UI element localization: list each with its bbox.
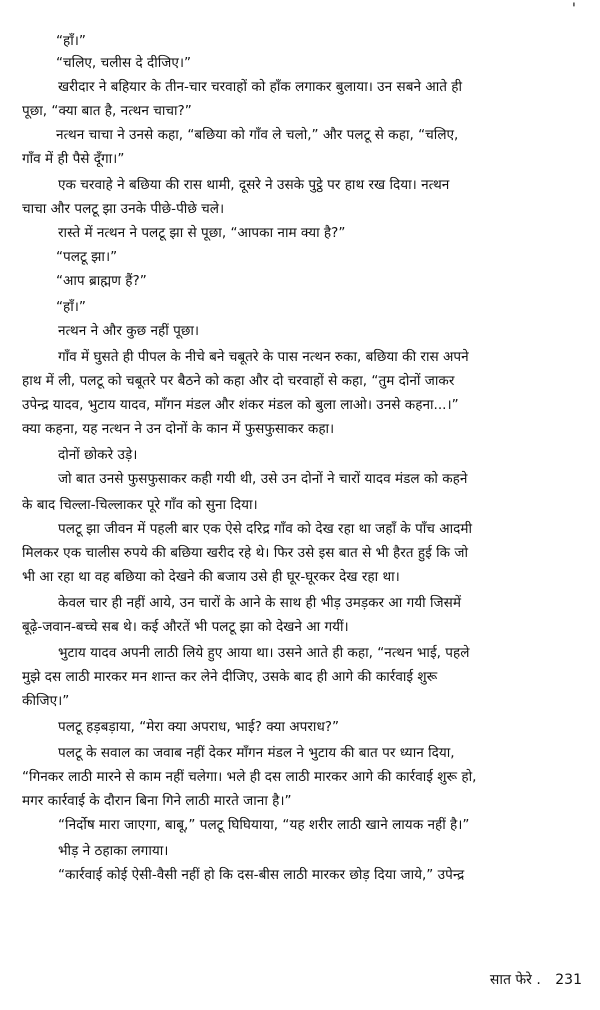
text-line-34: भीड़ ने ठहाका लगाया। [58, 843, 169, 859]
text-line-15: हाथ में ली, पलटू को चबूतरे पर बैठने को कहा और दो चरवाहों से कहा, “तुम दोनों जाकर [22, 373, 455, 389]
text-line-25: बूढ़े-जवान-बच्चे सब थे। कई औरतें भी पलटू झा को देखने आ गयीं। [22, 619, 349, 635]
page-footer [490, 970, 582, 990]
text-line-20: के बाद चिल्ला-चिल्लाकर पूरे गाँव को सुना दिया। [22, 497, 258, 513]
text-line-9: रास्ते में नत्थन ने पलटू झा से पूछा, “आपका नाम क्या है?” [58, 225, 346, 241]
book-title: सात फेरे [489, 972, 532, 988]
footer-separator: . [536, 972, 541, 988]
text-line-7: एक चरवाहे ने बछिया की रास थामी, दूसरे ने उसके पुट्ठे पर हाथ रख दिया। नत्थन [58, 177, 450, 193]
text-line-4: पूछा, “क्या बात है, नत्थन चाचा?” [22, 103, 192, 119]
text-line-10: “पलटू झा।” [56, 249, 118, 265]
text-line-14: गाँव में घुसते ही पीपल के नीचे बने चबूतरे के पास नत्थन रुका, बछिया की रास अपने [58, 349, 469, 365]
text-line-8: चाचा और पलटू झा उनके पीछे-पीछे चले। [22, 201, 225, 217]
page-number: 231 [555, 972, 582, 988]
text-line-33: “निर्दोष मारा जाएगा, बाबू,” पलटू घिघियाया, “यह शरीर लाठी खाने लायक नहीं है।” [58, 817, 470, 833]
text-line-27: मुझे दस लाठी मारकर मन शान्त कर लेने दीजिए, उसके बाद ही आगे की कार्रवाई शुरू [22, 669, 438, 685]
text-line-31: “गिनकर लाठी मारने से काम नहीं चलेगा। भले ही दस लाठी मारकर आगे की कार्रवाई शुरू हो, [22, 769, 477, 785]
text-line-21: पलटू झा जीवन में पहली बार एक ऐसे दरिद्र गाँव को देख रहा था जहाँ के पाँच आदमी [58, 521, 473, 537]
text-line-2: “चलिए, चलीस दे दीजिए।” [56, 55, 192, 71]
text-line-19: जो बात उनसे फुसफुसाकर कही गयी थी, उसे उन दोनों ने चारों यादव मंडल को कहने [58, 471, 468, 487]
text-line-11: “आप ब्राह्मण हैं?” [56, 273, 147, 289]
text-line-29: पलटू हड़बड़ाया, “मेरा क्या अपराध, भाई? क्या अपराध?” [58, 719, 340, 735]
text-line-12: “हाँ।” [56, 299, 86, 315]
corner-mark: ' [572, 1, 576, 17]
text-line-5: नत्थन चाचा ने उनसे कहा, “बछिया को गाँव ले चलो,” और पलटू से कहा, “चलिए, [56, 127, 459, 143]
text-line-6: गाँव में ही पैसे दूँगा।” [22, 151, 125, 167]
text-line-32: मगर कार्रवाई के दौरान बिना गिने लाठी मारते जाना है।” [22, 793, 292, 809]
text-line-24: केवल चार ही नहीं आये, उन चारों के आने के साथ ही भीड़ उमड़कर आ गयी जिसमें [58, 595, 461, 611]
text-line-35: “कार्रवाई कोई ऐसी-वैसी नहीं हो कि दस-बीस लाठी मारकर छोड़ दिया जाये,” उपेन्द्र [58, 867, 465, 883]
text-line-23: भी आ रहा था वह बछिया को देखने की बजाय उसे ही घूर-घूरकर देख रहा था। [22, 569, 400, 585]
text-line-22: मिलकर एक चालीस रुपये की बछिया खरीद रहे थे। फिर उसे इस बात से भी हैरत हुई कि जो [22, 545, 468, 561]
text-line-16: उपेन्द्र यादव, भुटाय यादव, माँगन मंडल और शंकर मंडल को बुला लाओ। उनसे कहना...।” [22, 397, 459, 413]
text-line-1: “हाँ।” [56, 33, 86, 49]
text-line-3: खरीदार ने बहियार के तीन-चार चरवाहों को हाँक लगाकर बुलाया। उन सबने आते ही [58, 79, 463, 95]
text-line-17: क्या कहना, यह नत्थन ने उन दोनों के कान में फुसफुसाकर कहा। [22, 421, 335, 437]
text-line-18: दोनों छोकरे उड़े। [58, 447, 138, 463]
text-line-28: कीजिए।” [22, 693, 70, 709]
text-line-26: भुटाय यादव अपनी लाठी लिये हुए आया था। उसने आते ही कहा, “नत्थन भाई, पहले [58, 645, 470, 661]
text-line-30: पलटू के सवाल का जवाब नहीं देकर माँगन मंडल ने भुटाय की बात पर ध्यान दिया, [58, 745, 455, 761]
text-line-13: नत्थन ने और कुछ नहीं पूछा। [58, 323, 200, 339]
